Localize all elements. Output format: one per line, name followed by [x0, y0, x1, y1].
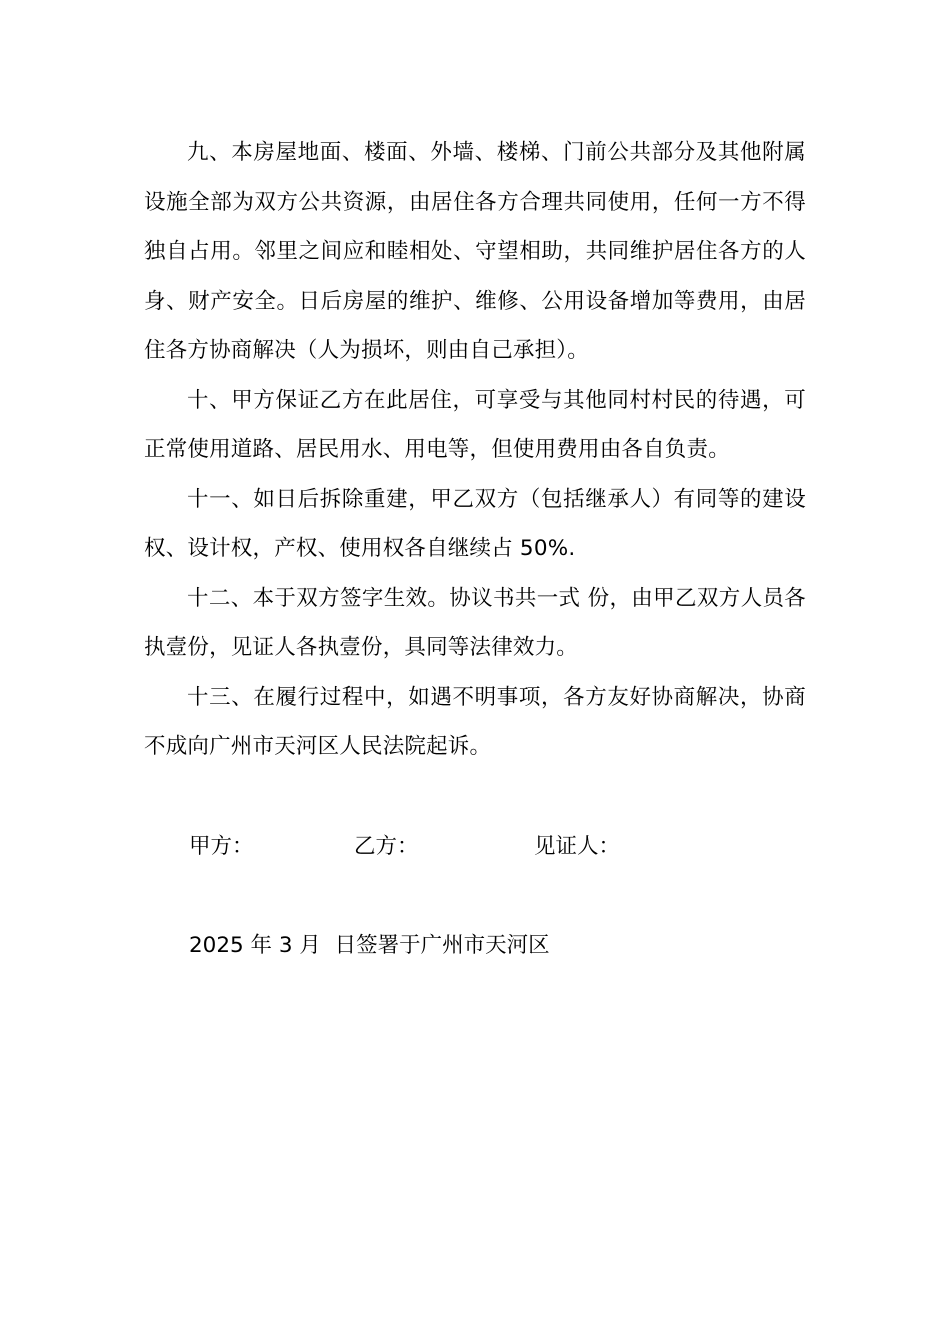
witness-signature-label: 见证人： [534, 834, 621, 859]
clause-11: 十一、如日后拆除重建，甲乙双方（包括继承人）有同等的建设权、设计权，产权、使用权各自继续占 50%. [144, 486, 806, 561]
signature-block [189, 827, 789, 867]
clause-10: 十、甲方保证乙方在此居住，可享受与其他同村村民的待遇，可正常使用道路、居民用水、用电等，但使用费用由各自负责。 [144, 387, 806, 462]
clause-13: 十三、在履行过程中，如遇不明事项，各方友好协商解决，协商不成向广州市天河区人民法院起诉。 [144, 684, 806, 759]
clause-9: 九、本房屋地面、楼面、外墙、楼梯、门前公共部分及其他附属设施全部为双方公共资源，由居住各方合理共同使用，任何一方不得独自占用。邻里之间应和睦相处、守望相助，共同维护居住各方的人身、财产安全。日后房屋的维护、维修、公用设备增加等费用，由居住各方协商解决（人为损坏，则由自己承担）。 [144, 140, 806, 363]
party-a-signature-label: 甲方： [189, 834, 254, 859]
agreement-body [144, 128, 806, 772]
clause-12: 十二、本于双方签字生效。协议书共一式 份，由甲乙双方人员各执壹份，见证人各执壹份，具同等法律效力。 [144, 585, 806, 660]
signing-date-line: 2025 年 3 月 日签署于广州市天河区 [189, 933, 550, 958]
party-b-signature-label: 乙方： [354, 834, 419, 859]
